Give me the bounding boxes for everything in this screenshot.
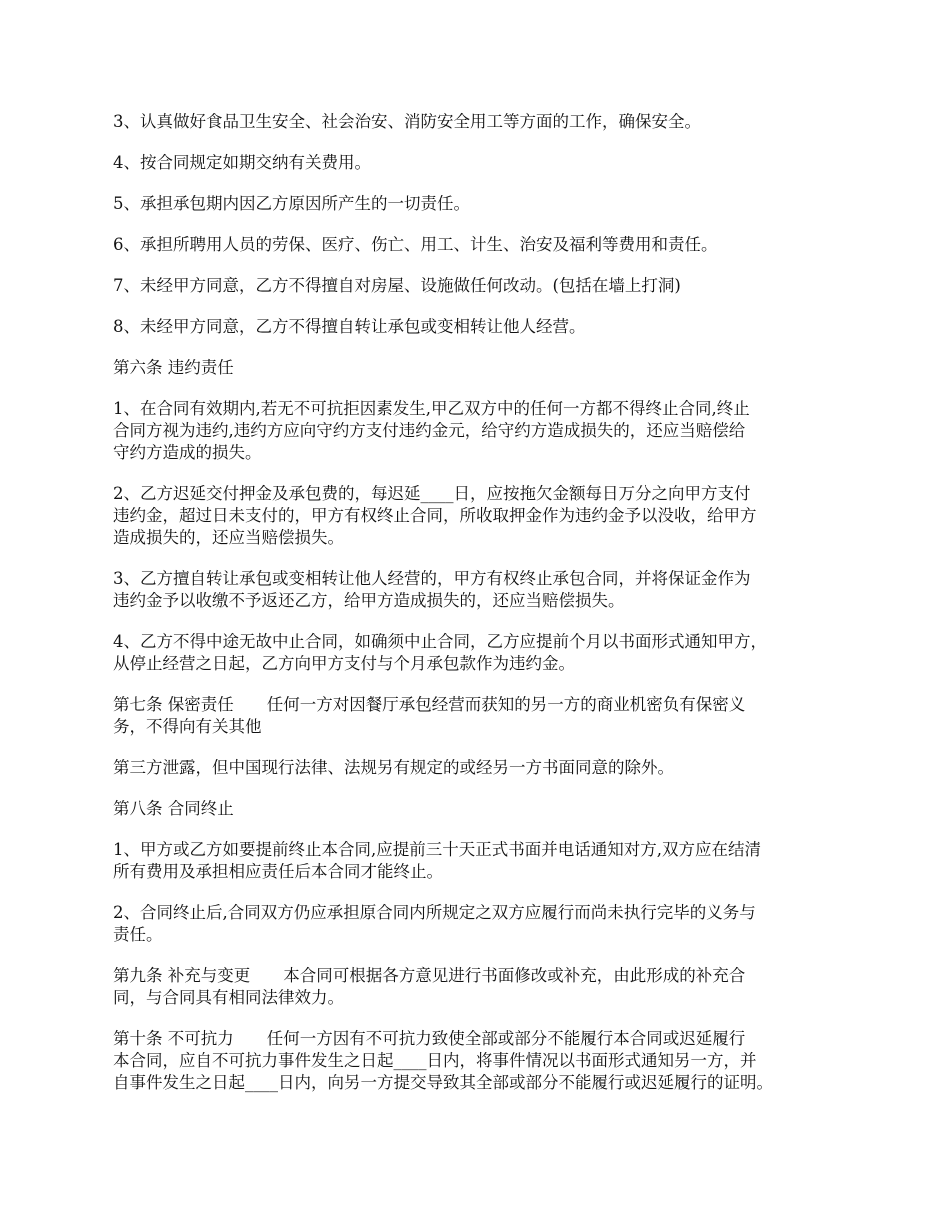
breach-clause-2: 2、乙方迟延交付押金及承包费的，每迟延____日，应按拖欠金额每日万分之向甲方支付 违约金，超过日未支付的，甲方有权终止合同，所收取押金作为违约金予以没收，给甲方 造成损失的，还应当赔偿损失。 [113, 484, 757, 547]
clause-3-food-safety: 3、认真做好食品卫生安全、社会治安、消防安全用工等方面的工作，确保安全。 [113, 112, 701, 131]
section-heading-article-8: 第八条 合同终止 [113, 799, 234, 818]
article-9-amendment: 第九条 补充与变更 本合同可根据各方意见进行书面修改或补充，由此形成的补充合 同，与合同具有相同法律效力。 [113, 966, 746, 1007]
section-heading-article-6: 第六条 违约责任 [113, 358, 234, 377]
breach-clause-3: 3、乙方擅自转让承包或变相转让他人经营的，甲方有权终止承包合同，并将保证金作为 违约金予以收缴不予返还乙方，给甲方造成损失的，还应当赔偿损失。 [113, 569, 751, 610]
article-7-continuation: 第三方泄露，但中国现行法律、法规另有规定的或经另一方书面同意的除外。 [113, 758, 674, 777]
clause-7-no-alterations: 7、未经甲方同意，乙方不得擅自对房屋、设施做任何改动。(包括在墙上打洞) [113, 276, 681, 295]
termination-clause-1: 1、甲方或乙方如要提前终止本合同,应提前三十天正式书面并电话通知对方,双方应在结清 所有费用及承担相应责任后本合同才能终止。 [113, 840, 761, 881]
termination-clause-2: 2、合同终止后,合同双方仍应承担原合同内所规定之双方应履行而尚未执行完毕的义务与 责任。 [113, 903, 756, 944]
article-10-force-majeure: 第十条 不可抗力 任何一方因有不可抗力致使全部或部分不能履行本合同或迟延履行 本合同，应自不可抗力事件发生之日起____日内，将事件情况以书面形式通知另一方，并 自事件发生之日起____日内，向另一方提交导致其全部或部分不能履行或迟延履行的证明。 [113, 1029, 773, 1092]
clause-6-staff-costs: 6、承担所聘用人员的劳保、医疗、伤亡、用工、计生、治安及福利等费用和责任。 [113, 235, 718, 254]
clause-8-no-transfer: 8、未经甲方同意，乙方不得擅自转让承包或变相转让他人经营。 [113, 317, 586, 336]
clause-5-responsibility: 5、承担承包期内因乙方原因所产生的一切责任。 [113, 194, 470, 213]
document-page [113, 111, 853, 1113]
breach-clause-1: 1、在合同有效期内,若无不可抗拒因素发生,甲乙双方中的任何一方都不得终止合同,终止 合同方视为违约,违约方应向守约方支付违约金元，给守约方造成损失的，还应当赔偿给 守约方造成的损失。 [113, 399, 750, 462]
article-7-confidentiality: 第七条 保密责任 任何一方对因餐厅承包经营而获知的另一方的商业机密负有保密义 务，不得向有关其他 [113, 695, 746, 736]
breach-clause-4: 4、乙方不得中途无故中止合同，如确须中止合同，乙方应提前个月以书面形式通知甲方， 从停止经营之日起，乙方向甲方支付与个月承包款作为违约金。 [113, 632, 767, 673]
clause-4-fees: 4、按合同规定如期交纳有关费用。 [113, 153, 371, 172]
